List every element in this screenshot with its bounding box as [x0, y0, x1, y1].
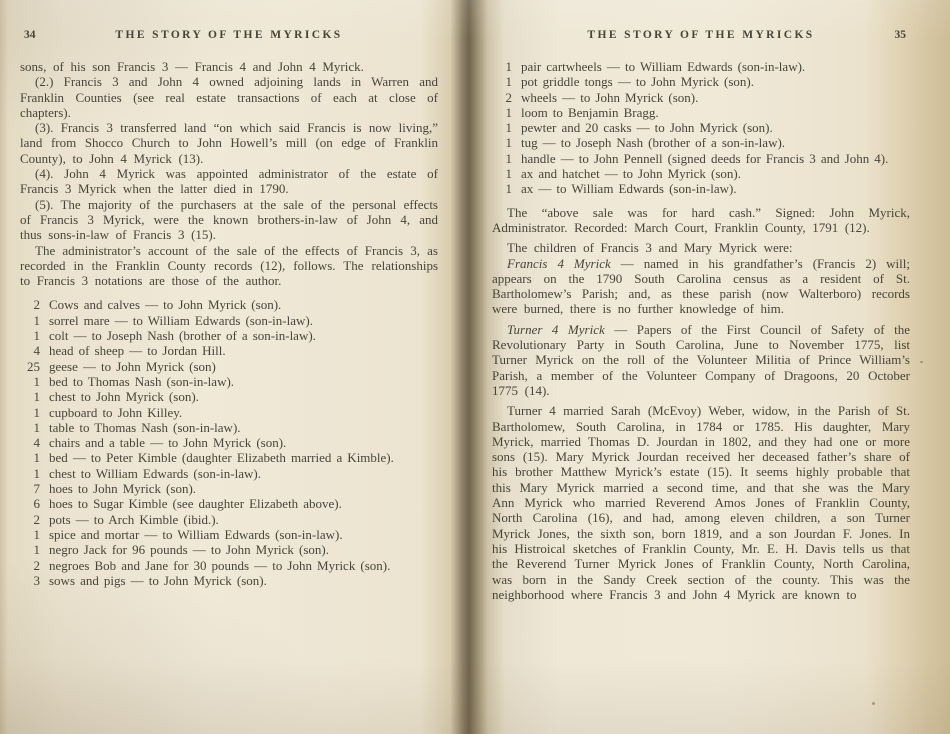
sale-item-text: hoes to John Myrick (son). — [49, 481, 197, 497]
sale-item — [20, 435, 438, 450]
sale-item-quantity: 1 — [505, 104, 512, 120]
sale-item-text: pot griddle tongs — to John Myrick (son). — [521, 74, 755, 90]
sale-item-text: hoes to Sugar Kimble (see daughter Elizabeth above). — [49, 496, 342, 512]
sale-item-quantity: 4 — [33, 343, 40, 359]
left-page — [20, 28, 438, 596]
sale-item-quantity: 1 — [33, 312, 40, 328]
sale-item-text: ax and hatchet — to John Myrick (son). — [521, 166, 741, 182]
sale-item-quantity: 2 — [33, 511, 40, 527]
sale-item-text: negro Jack for 96 pounds — to John Myrick (son). — [49, 542, 329, 558]
sale-item — [492, 90, 910, 105]
sale-item — [20, 297, 438, 312]
right-page-body — [492, 59, 910, 602]
sale-item — [20, 374, 438, 389]
paragraph: The “above sale was for hard cash.” Signed: John Myrick, Administrator. Recorded: March Court, Franklin County, 1791 (12). — [492, 204, 910, 235]
person-name-italic: Francis 4 Myrick — [507, 255, 611, 271]
sale-item-text: table to Thomas Nash (son-in-law). — [49, 419, 241, 435]
left-page-number: 34 — [24, 29, 36, 41]
sale-item — [20, 496, 438, 511]
sale-item-quantity: 3 — [33, 572, 40, 588]
paragraph: The administrator’s account of the sale of the effects of Francis 3, as recorded in the Franklin County records (12), follows. The relationships to Francis 3 notations are those of the author. — [20, 242, 438, 289]
sale-item-quantity: 1 — [505, 120, 512, 136]
sale-item-text: loom to Benjamin Bragg. — [521, 104, 659, 120]
sale-item-text: pewter and 20 casks — to John Myrick (son). — [521, 120, 773, 136]
sale-item-text: handle — to John Pennell (signed deeds for Francis 3 and John 4). — [521, 150, 889, 166]
sale-item-quantity: 1 — [505, 181, 512, 197]
sale-item-quantity: 1 — [33, 328, 40, 344]
sale-item — [20, 542, 438, 557]
sale-item-text: chairs and a table — to John Myrick (son). — [49, 435, 287, 451]
sale-item-text: sorrel mare — to William Edwards (son-in-law). — [49, 312, 313, 328]
sale-item — [20, 420, 438, 435]
sale-item — [492, 74, 910, 89]
sale-item-quantity: 1 — [33, 419, 40, 435]
sale-item — [20, 328, 438, 343]
sale-item — [492, 105, 910, 120]
right-running-title: THE STORY OF THE MYRICKS — [587, 29, 815, 41]
sale-item-text: chest to William Edwards (son-in-law). — [49, 465, 261, 481]
sale-item — [20, 359, 438, 374]
sale-item-list — [20, 297, 438, 588]
sale-item — [20, 481, 438, 496]
right-page — [492, 28, 910, 602]
sale-item — [20, 389, 438, 404]
sale-item-quantity: 1 — [33, 465, 40, 481]
paragraph: (5). The majority of the purchasers at the sale of the personal effects of Francis 3 Myrick, were the known brothers-in-law of John 4, and thus sons-in-law of Francis 3 (15). — [20, 196, 438, 243]
paragraph: (4). John 4 Myrick was appointed administrator of the estate of Francis 3 Myrick when the latter died in 1790. — [20, 166, 438, 197]
sale-item-quantity: 1 — [33, 404, 40, 420]
sale-item — [20, 450, 438, 465]
sale-item — [20, 343, 438, 358]
sale-item-quantity: 1 — [33, 542, 40, 558]
sale-item — [492, 166, 910, 181]
paragraph: Turner 4 Myrick — Papers of the First Council of Safety of the Revolutionary Party in South Carolina, June to November 1775, list Turner Myrick on the roll of the Volunteer Militia of Prince William’s Parish, a member of the Volunteer Company of Dragoons, 20 October 1775 (14). — [492, 321, 910, 398]
sale-item-text: pair cartwheels — to William Edwards (son-in-law). — [521, 59, 806, 74]
paragraph: Francis 4 Myrick — named in his grandfather’s (Francis 2) will; appears on the 1790 South Carolina census as a resident of St. Bartholomew’s Parish; and, as these parish (now Walterboro) records were burned, there is no further knowledge of him. — [492, 255, 910, 317]
sale-item-text: wheels — to John Myrick (son). — [521, 89, 699, 105]
sale-item-text: tug — to Joseph Nash (brother of a son-in-law). — [521, 135, 786, 151]
sale-item-quantity: 6 — [33, 496, 40, 512]
sale-item-text: cupboard to John Killey. — [49, 404, 183, 420]
sale-item-quantity: 1 — [505, 74, 512, 90]
sale-item-quantity: 1 — [505, 59, 512, 74]
left-page-body — [20, 59, 438, 588]
sale-item — [20, 313, 438, 328]
paragraph: (2.) Francis 3 and John 4 owned adjoining lands in Warren and Franklin Counties (see real estate transactions of each at close of chapters). — [20, 74, 438, 120]
sale-item-text: Cows and calves — to John Myrick (son). — [49, 297, 282, 313]
sale-item-quantity: 2 — [33, 297, 40, 313]
sale-item — [492, 151, 910, 166]
sale-item-quantity: 1 — [33, 389, 40, 405]
sale-item — [20, 527, 438, 542]
person-name-italic: Turner 4 Myrick — [507, 321, 605, 337]
sale-item-quantity: 1 — [33, 526, 40, 542]
sale-item-quantity: 2 — [33, 557, 40, 573]
sale-item — [20, 466, 438, 481]
scan-speck — [872, 702, 875, 705]
sale-item — [20, 512, 438, 527]
sale-item-quantity: 4 — [33, 435, 40, 451]
paragraph: Turner 4 married Sarah (McEvoy) Weber, widow, in the Parish of St. Bartholomew, South Carolina, in 1784 or 1785. His daughter, Mary Myrick, married Thomas D. Jourdan in 1802, and they had one or more sons (15). Mary Myrick Jourdan received her deceased father’s share of his brother Matthew Myrick’s estate (15). It seems highly probable that this Mary Myrick married a second time, and that she was the Mary Ann Myrick who married Reverend Amos Jones of Franklin County, North Carolina (16), and had, among eleven children, a son Turner Myrick Jones, the sixth son, born 1819, and a son Jourdan F. Jones. In his Histroical sketches of Franklin County, Mr. E. H. Davis tells us that the Reverend Turner Myrick Jones of Franklin County, North Carolina, was born in the Sandy Creek section of the county. This was the neighborhood where Francis 3 and John 4 Myrick are known to — [492, 403, 910, 602]
left-running-title: THE STORY OF THE MYRICKS — [115, 29, 343, 41]
sale-item-text: ax — to William Edwards (son-in-law). — [521, 181, 737, 197]
sale-item — [492, 135, 910, 150]
left-page-header — [20, 28, 438, 46]
sale-item-text: bed — to Peter Kimble (daughter Elizabeth married a Kimble). — [49, 450, 394, 466]
sale-item-quantity: 1 — [33, 450, 40, 466]
sale-item-quantity: 1 — [505, 150, 512, 166]
sale-item-quantity: 1 — [505, 166, 512, 182]
paragraph: (3). Francis 3 transferred land “on which said Francis is now living,” land from Shocco Church to John Howell’s mill (on edge of Franklin County), to John 4 Myrick (13). — [20, 120, 438, 166]
sale-item-text: spice and mortar — to William Edwards (son-in-law). — [49, 526, 343, 542]
sale-item-text: head of sheep — to Jordan Hill. — [49, 343, 226, 359]
sale-item-list — [492, 59, 910, 197]
sale-item — [20, 573, 438, 588]
sale-item-quantity: 7 — [33, 481, 40, 497]
right-page-number: 35 — [894, 29, 906, 41]
sale-item — [20, 405, 438, 420]
sale-item-quantity: 1 — [505, 135, 512, 151]
sale-item-quantity: 1 — [33, 373, 40, 389]
sale-item-text: sows and pigs — to John Myrick (son). — [49, 572, 267, 588]
sale-item — [492, 181, 910, 196]
scan-speck — [920, 361, 923, 363]
sale-item-text: pots — to Arch Kimble (ibid.). — [49, 511, 219, 527]
sale-item-text: negroes Bob and Jane for 30 pounds — to John Myrick (son). — [49, 557, 391, 573]
paragraph: The children of Francis 3 and Mary Myrick were: — [507, 240, 793, 256]
sale-item — [492, 120, 910, 135]
paragraph: sons, of his son Francis 3 — Francis 4 and John 4 Myrick. — [20, 59, 364, 74]
sale-item — [492, 59, 910, 74]
sale-item-quantity: 2 — [505, 89, 512, 105]
sale-item-text: bed to Thomas Nash (son-in-law). — [49, 373, 235, 389]
right-page-header — [492, 28, 910, 46]
sale-item-text: geese — to John Myrick (son) — [49, 358, 216, 374]
sale-item-text: chest to John Myrick (son). — [49, 389, 199, 405]
sale-item — [20, 558, 438, 573]
sale-item-text: colt — to Joseph Nash (brother of a son-in-law). — [49, 328, 316, 344]
sale-item-quantity: 25 — [27, 358, 40, 374]
